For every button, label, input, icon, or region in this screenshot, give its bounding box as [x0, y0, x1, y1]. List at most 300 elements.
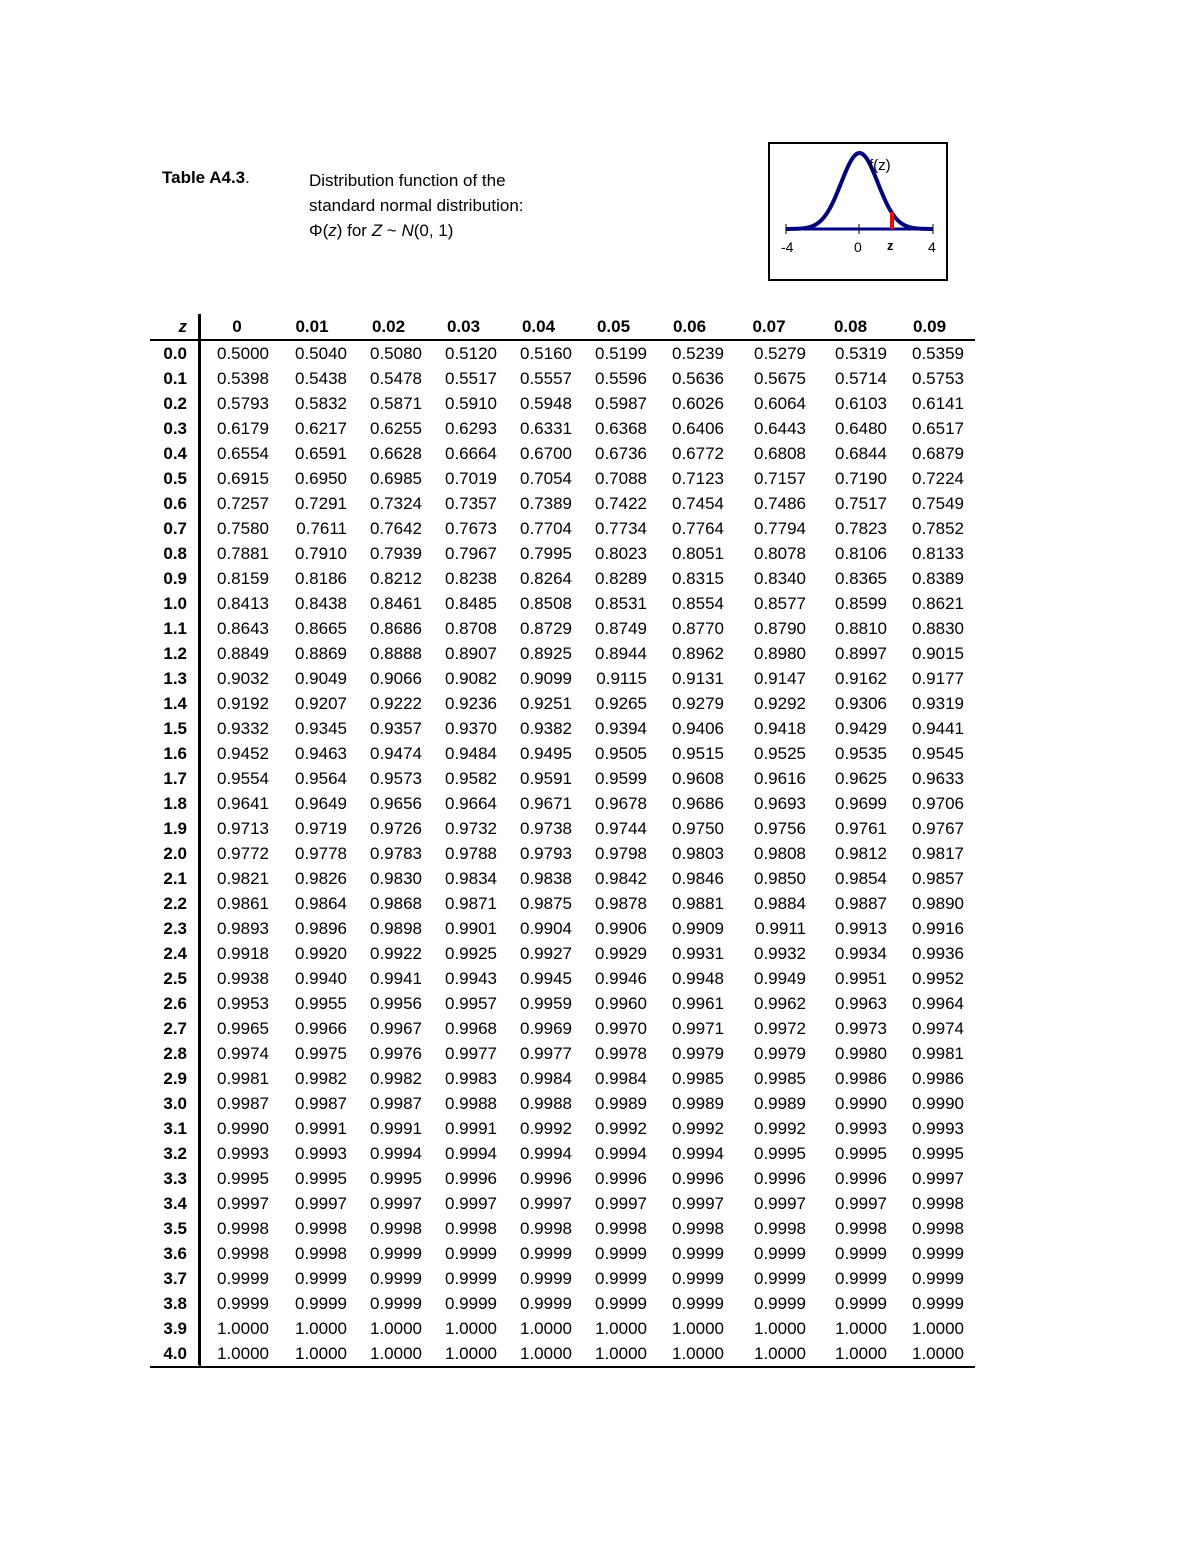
table-cell: 0.6026: [672, 394, 724, 413]
table-cell: 0.5359: [912, 344, 964, 363]
table-cell: 0.5199: [595, 344, 647, 363]
table-cell: 0.7910: [295, 544, 347, 563]
table-cell: 0.9943: [445, 969, 497, 988]
table-cell: 0.9980: [835, 1044, 887, 1063]
table-row: [150, 691, 975, 716]
table-cell: 0.9997: [595, 1194, 647, 1213]
table-cell: 0.9821: [217, 869, 269, 888]
row-z-label: 3.4: [163, 1194, 187, 1213]
table-cell: 0.7673: [445, 519, 497, 538]
table-cell: 0.9686: [672, 794, 724, 813]
table-cell: 0.9706: [912, 794, 964, 813]
table-cell: 0.9222: [370, 694, 422, 713]
row-cells: [199, 741, 968, 766]
table-cell: 0.9871: [445, 894, 497, 913]
table-cell: 0.9934: [835, 944, 887, 963]
table-row: [150, 591, 975, 616]
table-cell: 0.6664: [445, 444, 497, 463]
table-cell: 1.0000: [595, 1344, 647, 1363]
table-cell: 0.9997: [912, 1169, 964, 1188]
table-row: [150, 1191, 975, 1216]
row-z-label: 1.1: [163, 619, 187, 638]
row-cells: [199, 866, 968, 891]
table-cell: 0.8980: [754, 644, 806, 663]
table-cell: 0.9945: [520, 969, 572, 988]
table-cell: 0.9973: [835, 1019, 887, 1038]
table-cell: 0.9986: [835, 1069, 887, 1088]
table-cell: 1.0000: [672, 1344, 724, 1363]
table-cell: 0.9115: [596, 669, 647, 688]
table-cell: 0.9967: [370, 1019, 422, 1038]
table-cell: 0.7224: [912, 469, 964, 488]
table-cell: 0.8790: [754, 619, 806, 638]
table-cell: 0.9963: [835, 994, 887, 1013]
table-cell: 0.6591: [295, 444, 347, 463]
row-cells: [199, 1041, 968, 1066]
table-cell: 0.9998: [912, 1194, 964, 1213]
table-cell: 0.9996: [520, 1169, 572, 1188]
table-cell: 0.9066: [370, 669, 422, 688]
table-cell: 0.8944: [595, 644, 647, 663]
table-cell: 0.9554: [217, 769, 269, 788]
table-cell: 0.9997: [217, 1194, 269, 1213]
table-row: [150, 341, 975, 366]
table-cell: 0.9699: [835, 794, 887, 813]
table-cell: 0.8238: [445, 569, 497, 588]
table-cell: 0.9842: [595, 869, 647, 888]
table-cell: 0.9925: [445, 944, 497, 963]
caption-tilde: ~: [382, 221, 402, 240]
table-cell: 0.9988: [520, 1094, 572, 1113]
table-row: [150, 941, 975, 966]
table-cell: 0.9890: [912, 894, 964, 913]
table-cell: 1.0000: [370, 1319, 422, 1338]
table-cell: 0.9994: [672, 1144, 724, 1163]
row-cells: [199, 1166, 968, 1191]
table-cell: 0.9931: [672, 944, 724, 963]
table-cell: 0.7422: [595, 494, 647, 513]
table-cell: 0.8643: [217, 619, 269, 638]
table-cell: 0.9979: [672, 1044, 724, 1063]
table-cell: 0.8749: [595, 619, 647, 638]
column-header: 0.07: [752, 317, 786, 336]
table-cell: 0.9761: [835, 819, 887, 838]
table-cell: 0.9808: [754, 844, 806, 863]
table-cell: 0.8461: [370, 594, 422, 613]
table-cell: 0.9997: [295, 1194, 347, 1213]
table-row: [150, 1141, 975, 1166]
table-cell: 0.9838: [520, 869, 572, 888]
table-cell: 0.9319: [912, 694, 964, 713]
table-row: [150, 391, 975, 416]
z-table: [150, 314, 975, 1368]
row-cells: [199, 666, 968, 691]
row-cells: [199, 791, 968, 816]
table-row: [150, 766, 975, 791]
row-z-label: 0.9: [163, 569, 187, 588]
table-cell: 0.8770: [672, 619, 724, 638]
caption-for: ) for: [336, 221, 372, 240]
column-header: 0.01: [295, 317, 329, 336]
table-cell: 0.5948: [520, 394, 572, 413]
table-cell: 0.9649: [295, 794, 347, 813]
table-cell: 0.9015: [912, 644, 964, 663]
row-cells: [199, 1191, 968, 1216]
row-z-label: 3.9: [163, 1319, 187, 1338]
table-cell: 0.9177: [912, 669, 964, 688]
table-cell: 0.9998: [445, 1219, 497, 1238]
table-cell: 0.9998: [295, 1244, 347, 1263]
table-cell: 0.7580: [217, 519, 269, 538]
table-cell: 0.9382: [520, 719, 572, 738]
table-cell: 0.9962: [754, 994, 806, 1013]
table-cell: 0.8078: [754, 544, 806, 563]
row-z-label: 2.8: [163, 1044, 187, 1063]
table-cell: 0.9999: [520, 1244, 572, 1263]
table-cell: 0.9834: [445, 869, 497, 888]
table-cell: 0.9987: [217, 1094, 269, 1113]
table-cell: 0.9418: [754, 719, 806, 738]
table-row: [150, 1316, 975, 1341]
table-cell: 0.9995: [217, 1169, 269, 1188]
table-cell: 0.9292: [754, 694, 806, 713]
caption-line-2: standard normal distribution:: [309, 196, 524, 215]
table-cell: 0.9997: [672, 1194, 724, 1213]
table-cell: 0.9441: [912, 719, 964, 738]
table-cell: 0.7157: [754, 469, 806, 488]
table-cell: 0.5753: [912, 369, 964, 388]
table-cell: 0.9918: [217, 944, 269, 963]
normal-density-illustration: [768, 142, 948, 281]
table-cell: 0.9991: [370, 1119, 422, 1138]
table-row: [150, 1066, 975, 1091]
table-cell: 0.7823: [835, 519, 887, 538]
table-cell: 0.9515: [672, 744, 724, 763]
table-cell: 0.9990: [217, 1119, 269, 1138]
table-cell: 0.9992: [595, 1119, 647, 1138]
table-cell: 0.9591: [520, 769, 572, 788]
row-cells: [199, 1216, 968, 1241]
table-cell: 0.9999: [217, 1269, 269, 1288]
row-cells: [199, 641, 968, 666]
table-cell: 0.9995: [835, 1144, 887, 1163]
table-cell: 1.0000: [672, 1319, 724, 1338]
row-cells: [199, 891, 968, 916]
row-cells: [199, 816, 968, 841]
table-cell: 0.9995: [370, 1169, 422, 1188]
row-z-label: 2.2: [163, 894, 187, 913]
table-cell: 0.9192: [217, 694, 269, 713]
table-cell: 0.9994: [520, 1144, 572, 1163]
tick-label-z: z: [887, 238, 894, 253]
row-z-label: 2.6: [163, 994, 187, 1013]
table-cell: 0.8849: [217, 644, 269, 663]
table-cell: 0.9999: [295, 1294, 347, 1313]
table-cell: 0.9861: [217, 894, 269, 913]
table-cell: 0.9916: [912, 919, 964, 938]
table-cell: 0.9992: [754, 1119, 806, 1138]
row-z-label: 3.5: [163, 1219, 187, 1238]
table-cell: 0.7764: [672, 519, 724, 538]
row-z-label: 1.3: [163, 669, 187, 688]
table-row: [150, 716, 975, 741]
row-cells: [199, 466, 968, 491]
table-cell: 0.9911: [755, 919, 806, 938]
table-cell: 0.8665: [295, 619, 347, 638]
table-cell: 0.7549: [912, 494, 964, 513]
row-cells: [199, 941, 968, 966]
table-cell: 0.9991: [295, 1119, 347, 1138]
row-z-label: 3.1: [163, 1119, 187, 1138]
table-cell: 0.9976: [370, 1044, 422, 1063]
table-cell: 0.8159: [217, 569, 269, 588]
table-cell: 0.9999: [672, 1244, 724, 1263]
table-cell: 0.9573: [370, 769, 422, 788]
row-cells: [199, 366, 968, 391]
table-cell: 0.9999: [672, 1294, 724, 1313]
table-cell: 0.9608: [672, 769, 724, 788]
table-cell: 0.9993: [835, 1119, 887, 1138]
table-cell: 0.9582: [445, 769, 497, 788]
table-cell: 0.9394: [595, 719, 647, 738]
row-cells: [199, 616, 968, 641]
table-cell: 0.8554: [672, 594, 724, 613]
table-cell: 0.9868: [370, 894, 422, 913]
row-z-label: 4.0: [163, 1344, 187, 1363]
table-cell: 0.6331: [520, 419, 572, 438]
table-cell: 0.9978: [595, 1044, 647, 1063]
row-cells: [199, 766, 968, 791]
table-row: [150, 516, 975, 541]
table-cell: 0.9772: [217, 844, 269, 863]
row-z-label: 3.2: [163, 1144, 187, 1163]
table-cell: 0.9940: [295, 969, 347, 988]
table-cell: 0.9991: [445, 1119, 497, 1138]
row-z-label: 2.3: [163, 919, 187, 938]
table-cell: 0.9989: [595, 1094, 647, 1113]
table-cell: 0.8340: [754, 569, 806, 588]
row-cells: [199, 1141, 968, 1166]
table-cell: 0.5714: [835, 369, 887, 388]
table-cell: 0.6950: [295, 469, 347, 488]
table-cell: 0.9236: [445, 694, 497, 713]
row-z-label: 3.7: [163, 1269, 187, 1288]
row-z-label: 0.4: [163, 444, 187, 463]
table-cell: 0.9878: [595, 894, 647, 913]
table-cell: 0.9999: [520, 1294, 572, 1313]
table-cell: 0.9535: [835, 744, 887, 763]
table-cell: 0.9671: [520, 794, 572, 813]
table-cell: 0.6406: [672, 419, 724, 438]
table-cell: 0.9857: [912, 869, 964, 888]
table-cell: 0.7454: [672, 494, 724, 513]
table-cell: 0.9162: [835, 669, 887, 688]
table-cell: 1.0000: [754, 1344, 806, 1363]
table-row: [150, 491, 975, 516]
table-row: [150, 891, 975, 916]
table-cell: 0.6179: [217, 419, 269, 438]
row-cells: [199, 341, 968, 366]
table-cell: 0.9616: [754, 769, 806, 788]
table-cell: 0.9999: [445, 1244, 497, 1263]
table-cell: 0.6141: [912, 394, 964, 413]
table-cell: 0.9993: [295, 1144, 347, 1163]
table-cell: 1.0000: [295, 1319, 347, 1338]
table-cell: 0.9999: [445, 1294, 497, 1313]
table-cell: 0.7291: [295, 494, 347, 513]
table-cell: 0.9998: [217, 1244, 269, 1263]
row-z-label: 2.1: [163, 869, 187, 888]
tick-label-minus4: -4: [781, 239, 794, 255]
table-cell: 0.9032: [217, 669, 269, 688]
table-cell: 0.9999: [520, 1269, 572, 1288]
table-cell: 0.9998: [520, 1219, 572, 1238]
density-plot-svg: [768, 142, 948, 281]
table-cell: 0.9564: [295, 769, 347, 788]
table-cell: 0.9345: [295, 719, 347, 738]
table-cell: 0.9932: [754, 944, 806, 963]
table-cell: 0.9850: [754, 869, 806, 888]
table-cell: 0.6443: [754, 419, 806, 438]
table-cell: 0.5636: [672, 369, 724, 388]
table-row: [150, 916, 975, 941]
table-cell: 0.7517: [835, 494, 887, 513]
table-cell: 0.9952: [912, 969, 964, 988]
table-cell: 0.8729: [520, 619, 572, 638]
caption-params: (0, 1): [413, 221, 454, 240]
table-cell: 0.9463: [295, 744, 347, 763]
table-cell: 1.0000: [445, 1319, 497, 1338]
table-cell: 0.8810: [835, 619, 887, 638]
table-cell: 0.9656: [370, 794, 422, 813]
tick-label-4: 4: [928, 239, 936, 255]
table-cell: 1.0000: [217, 1344, 269, 1363]
table-cell: 0.9357: [370, 719, 422, 738]
row-cells: [199, 516, 968, 541]
table-cell: 0.9997: [445, 1194, 497, 1213]
table-cell: 0.5832: [295, 394, 347, 413]
table-cell: 1.0000: [217, 1319, 269, 1338]
table-cell: 0.9484: [445, 744, 497, 763]
table-cell: 0.7088: [595, 469, 647, 488]
table-cell: 0.9998: [754, 1219, 806, 1238]
column-header: 0.06: [672, 317, 707, 336]
table-cell: 0.6368: [595, 419, 647, 438]
row-z-label: 0.5: [163, 469, 187, 488]
table-cell: 0.9452: [217, 744, 269, 763]
table-cell: 0.9959: [520, 994, 572, 1013]
table-cell: 0.5398: [217, 369, 269, 388]
table-cell: 1.0000: [295, 1344, 347, 1363]
table-cell: 0.8888: [370, 644, 422, 663]
table-cell: 1.0000: [445, 1344, 497, 1363]
table-cell: 0.8106: [835, 544, 887, 563]
table-cell: 0.7794: [754, 519, 806, 538]
row-cells: [199, 716, 968, 741]
table-cell: 0.9713: [217, 819, 269, 838]
table-row: [150, 641, 975, 666]
table-cell: 0.6844: [835, 444, 887, 463]
table-cell: 0.9996: [595, 1169, 647, 1188]
table-cell: 0.9985: [672, 1069, 724, 1088]
row-z-label: 0.8: [163, 544, 187, 563]
table-cell: 0.6554: [217, 444, 269, 463]
table-row: [150, 1266, 975, 1291]
table-label-punct: .: [245, 168, 250, 187]
row-z-label: 3.6: [163, 1244, 187, 1263]
table-cell: 0.6480: [835, 419, 887, 438]
table-cell: 0.6985: [370, 469, 422, 488]
table-row: [150, 1116, 975, 1141]
table-cell: 0.9993: [912, 1119, 964, 1138]
table-cell: 0.5478: [370, 369, 422, 388]
corner-z-label: [150, 314, 199, 339]
table-cell: 0.9099: [520, 669, 572, 688]
table-cell: 0.9960: [595, 994, 647, 1013]
table-cell: 0.6255: [370, 419, 422, 438]
table-cell: 0.9969: [520, 1019, 572, 1038]
column-header: 0: [232, 317, 242, 336]
row-z-label: 1.6: [163, 744, 187, 763]
table-cell: 0.9641: [217, 794, 269, 813]
table-cell: 0.9984: [520, 1069, 572, 1088]
table-cell: 0.9633: [912, 769, 964, 788]
table-row: [150, 841, 975, 866]
table-cell: 0.9738: [520, 819, 572, 838]
table-cell: 0.9887: [835, 894, 887, 913]
table-row: [150, 1166, 975, 1191]
table-cell: 0.9913: [835, 919, 887, 938]
table-cell: 0.9830: [370, 869, 422, 888]
table-cell: 0.8708: [445, 619, 497, 638]
row-cells: [199, 491, 968, 516]
table-cell: 0.7257: [217, 494, 269, 513]
table-cell: 0.8133: [912, 544, 964, 563]
row-z-label: 2.9: [163, 1069, 187, 1088]
table-cell: 0.8315: [672, 569, 724, 588]
table-cell: 1.0000: [912, 1319, 964, 1338]
row-cells: [199, 566, 968, 591]
table-cell: 0.9975: [295, 1044, 347, 1063]
table-cell: 1.0000: [754, 1319, 806, 1338]
table-cell: 0.5040: [295, 344, 347, 363]
row-cells: [199, 916, 968, 941]
table-cell: 0.9998: [370, 1219, 422, 1238]
caption-line-3: [309, 218, 524, 243]
table-cell: 0.7611: [296, 519, 347, 538]
table-cell: 0.9599: [595, 769, 647, 788]
table-cell: 0.7881: [217, 544, 269, 563]
table-cell: 0.9999: [912, 1294, 964, 1313]
table-cell: 0.9996: [445, 1169, 497, 1188]
table-cell: 0.9999: [295, 1269, 347, 1288]
table-cell: 0.9429: [835, 719, 887, 738]
table-cell: 0.8531: [595, 594, 647, 613]
table-cell: 0.9983: [445, 1069, 497, 1088]
table-cell: 0.6064: [754, 394, 806, 413]
table-cell: 0.9982: [370, 1069, 422, 1088]
table-cell: 0.9997: [520, 1194, 572, 1213]
table-row: [150, 441, 975, 466]
table-cell: 0.9997: [370, 1194, 422, 1213]
row-z-label: 0.1: [163, 369, 187, 388]
table-cell: 0.9966: [295, 1019, 347, 1038]
table-cell: 0.7967: [445, 544, 497, 563]
table-cell: 0.9951: [835, 969, 887, 988]
table-cell: 0.6915: [217, 469, 269, 488]
table-cell: 0.9999: [754, 1269, 806, 1288]
table-cell: 0.9898: [370, 919, 422, 938]
